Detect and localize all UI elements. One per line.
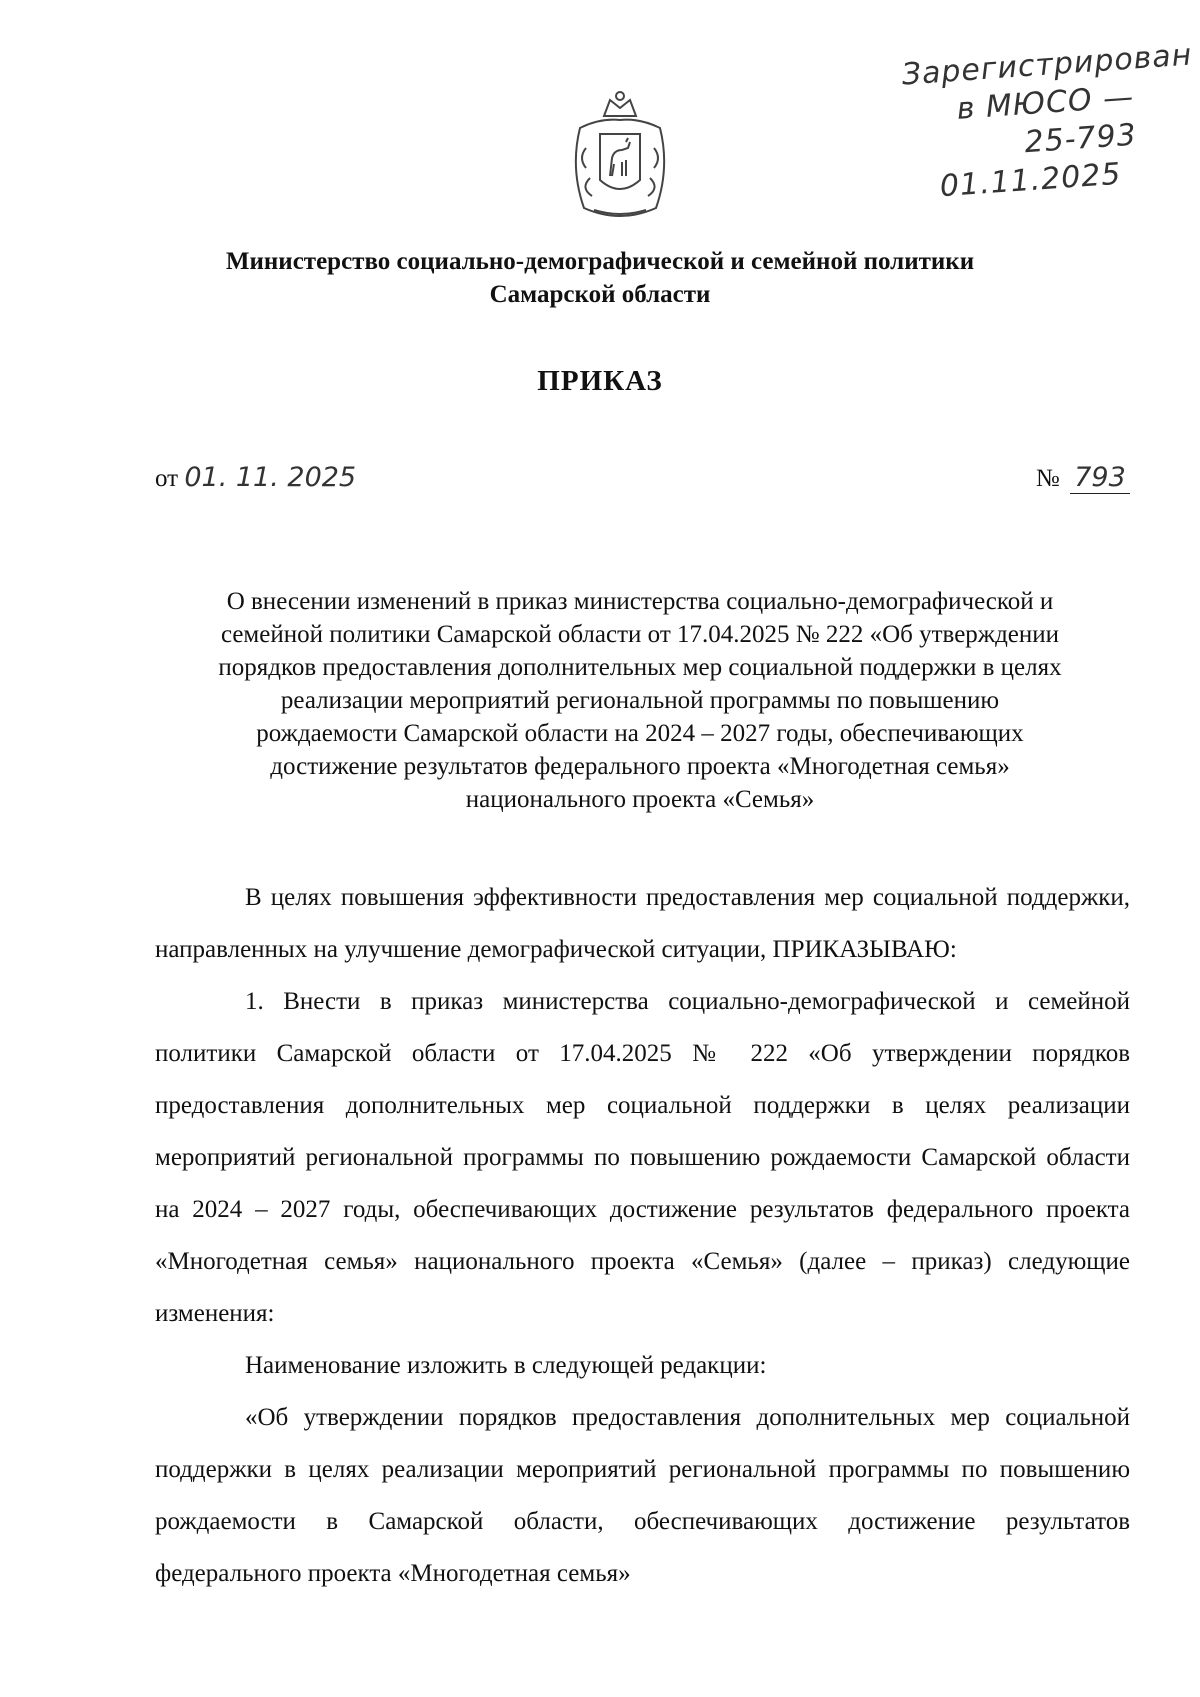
date-value: 01. 11. 2025 <box>184 462 357 493</box>
naming-paragraph: Наименование изложить в следующей редакции: <box>245 1352 767 1379</box>
date-number-row <box>155 462 1130 502</box>
coat-of-arms-icon <box>560 88 680 228</box>
ministry-line-2: Самарской области <box>489 281 711 308</box>
stamp-line-3: 01.11.2025 <box>938 156 1123 205</box>
number-value: 793 <box>1070 462 1130 494</box>
item-1-paragraph: 1. Внести в приказ министерства социально-демографической и семейной политики Самарской области от 17.04.2025 № 222 «Об утверждении порядков предоставления дополнительных мер социальной поддержки в целях реализации мероприятий региональной программы по повышению рождаемости Самарской области на 2024 – 2027 годы, обеспечивающих достижение результатов федерального проекта «Многодетная семья» национального проекта «Семья» (далее – приказ) следующие изменения: <box>155 988 1130 1327</box>
ministry-name <box>100 245 1100 311</box>
order-body <box>155 872 1130 1600</box>
subject-line: порядков предоставления дополнительных мер социальной поддержки в целях <box>218 654 1062 681</box>
subject-line: О внесении изменений в приказ министерства социально-демографической и <box>226 588 1054 615</box>
stamp-line-1: Зарегистрирован <box>900 37 1194 93</box>
registration-stamp <box>900 37 1194 208</box>
number-block <box>1036 462 1130 494</box>
number-prefix: № <box>1035 465 1060 492</box>
stamp-line-2: в МЮСО — 25-793 <box>955 79 1138 161</box>
document-type: ПРИКАЗ <box>537 365 663 397</box>
intro-paragraph: В целях повышения эффективности предоставления мер социальной поддержки, направленных на улучшение демографической ситуации, ПРИКАЗЫВАЮ: <box>155 884 1130 963</box>
date-block <box>155 462 356 493</box>
subject-line: семейной политики Самарской области от 17.04.2025 № 222 «Об утверждении <box>220 621 1060 648</box>
subject-line: рождаемости Самарской области на 2024 – 2027 годы, обеспечивающих <box>256 720 1024 747</box>
date-prefix: от <box>155 465 179 492</box>
quote-paragraph: «Об утверждении порядков предоставления дополнительных мер социальной поддержки в целях реализации мероприятий региональной программы по повышению рождаемости в Самарской области, обеспечивающих достижение результатов федерального проекта «Многодетная семья» <box>155 1404 1130 1587</box>
subject-line: достижение результатов федерального проекта «Многодетная семья» <box>270 753 1010 780</box>
order-subject <box>140 585 1140 816</box>
ministry-line-1: Министерство социально-демографической и семейной политики <box>225 248 975 275</box>
subject-line: реализации мероприятий региональной программы по повышению <box>280 687 1000 714</box>
subject-line: национального проекта «Семья» <box>465 786 815 813</box>
